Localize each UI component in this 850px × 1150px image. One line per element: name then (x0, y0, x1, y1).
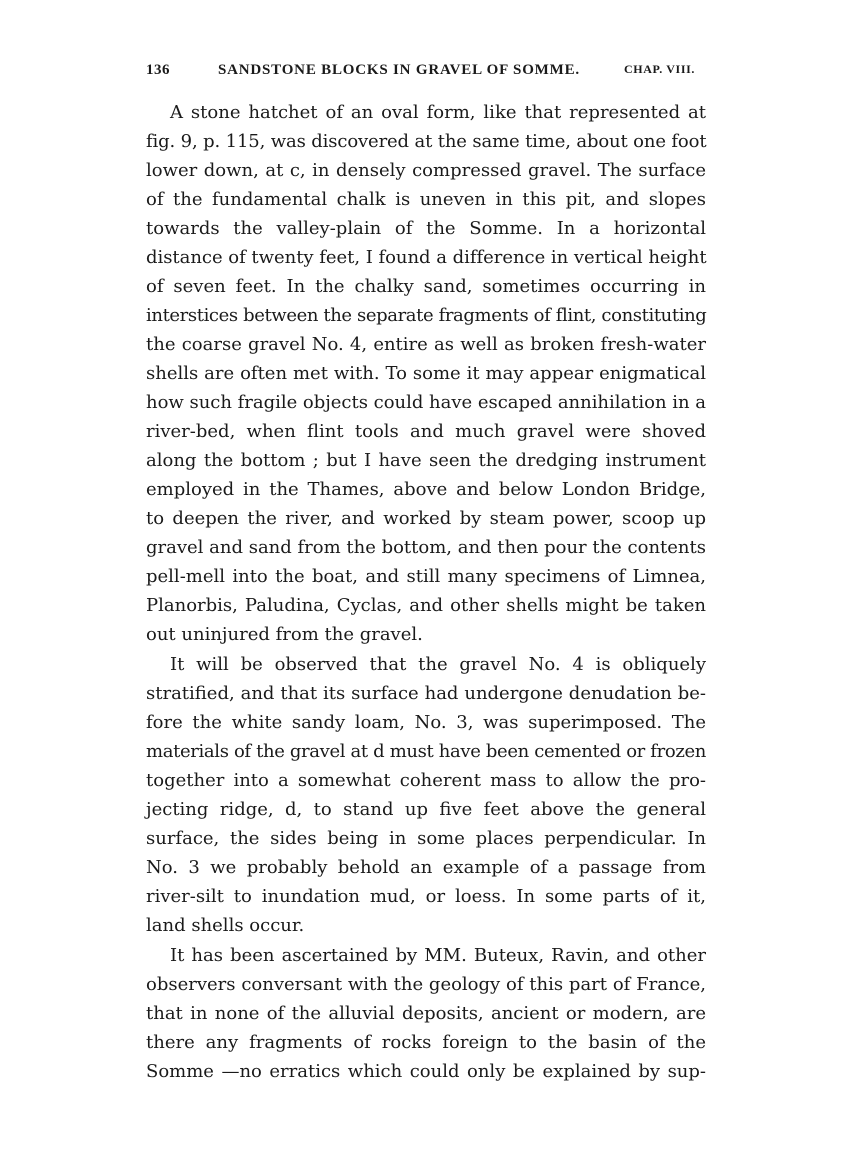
text-line: out uninjured from the gravel. (146, 624, 423, 645)
text-line: lower down, at c, in densely compressed gravel. The surface (146, 160, 706, 181)
body-text (146, 98, 706, 1086)
text-line: Somme —no erratics which could only be explained by sup- (146, 1061, 706, 1082)
text-line: Planorbis, Paludina, Cyclas, and other shells might be taken (146, 595, 706, 616)
text-line: distance of twenty feet, I found a difference in vertical height (146, 247, 707, 268)
text-line: together into a somewhat coherent mass to allow the pro- (146, 770, 706, 791)
text-line: that in none of the alluvial deposits, ancient or modern, are (146, 1003, 706, 1024)
text-line: It will be observed that the gravel No. 4 is obliquely (170, 654, 706, 675)
text-line: there any fragments of rocks foreign to the basin of the (146, 1032, 706, 1053)
text-line: of seven feet. In the chalky sand, sometimes occurring in (146, 276, 706, 297)
text-line: gravel and sand from the bottom, and then pour the contents (146, 537, 706, 558)
text-line: to deepen the river, and worked by steam power, scoop up (146, 508, 706, 529)
text-line: interstices between the separate fragments of flint, constituting (146, 305, 707, 326)
paragraph-3 (146, 941, 706, 1086)
chapter-reference: CHAP. VIII. (624, 62, 695, 76)
text-line: fore the white sandy loam, No. 3, was superimposed. The (146, 712, 706, 733)
text-line: surface, the sides being in some places perpendicular. In (146, 828, 706, 849)
text-line: No. 3 we probably behold an example of a passage from (146, 857, 706, 878)
text-line: pell-mell into the boat, and still many specimens of Limnea, (146, 566, 706, 587)
text-line: of the fundamental chalk is uneven in this pit, and slopes (146, 189, 706, 210)
text-line: towards the valley-plain of the Somme. In a horizontal (146, 218, 706, 239)
text-line: the coarse gravel No. 4, entire as well as broken fresh-water (146, 334, 706, 355)
text-line: river-silt to inundation mud, or loess. In some parts of it, (146, 886, 706, 907)
text-line: fig. 9, p. 115, was discovered at the same time, about one foot (146, 131, 707, 152)
text-line: stratified, and that its surface had undergone denudation be- (146, 683, 706, 704)
text-line: materials of the gravel at d must have been cemented or frozen (146, 741, 706, 762)
text-line: land shells occur. (146, 915, 305, 936)
text-line: along the bottom ; but I have seen the dredging instrument (146, 450, 706, 471)
text-line: how such fragile objects could have escaped annihilation in a (146, 392, 706, 413)
text-line: observers conversant with the geology of this part of France, (146, 974, 706, 995)
paragraph-2 (146, 650, 706, 940)
page-number: 136 (146, 62, 170, 78)
running-head (146, 62, 706, 84)
running-title: SANDSTONE BLOCKS IN GRAVEL OF SOMME. (218, 62, 580, 78)
paragraph-1 (146, 98, 706, 649)
text-line: shells are often met with. To some it may appear enigmatical (146, 363, 706, 384)
text-line: It has been ascertained by MM. Buteux, Ravin, and other (170, 945, 706, 966)
text-line: jecting ridge, d, to stand up five feet above the general (146, 799, 706, 820)
text-line: A stone hatchet of an oval form, like that represented at (170, 102, 706, 123)
text-line: employed in the Thames, above and below London Bridge, (146, 479, 706, 500)
text-line: river-bed, when flint tools and much gravel were shoved (146, 421, 706, 442)
